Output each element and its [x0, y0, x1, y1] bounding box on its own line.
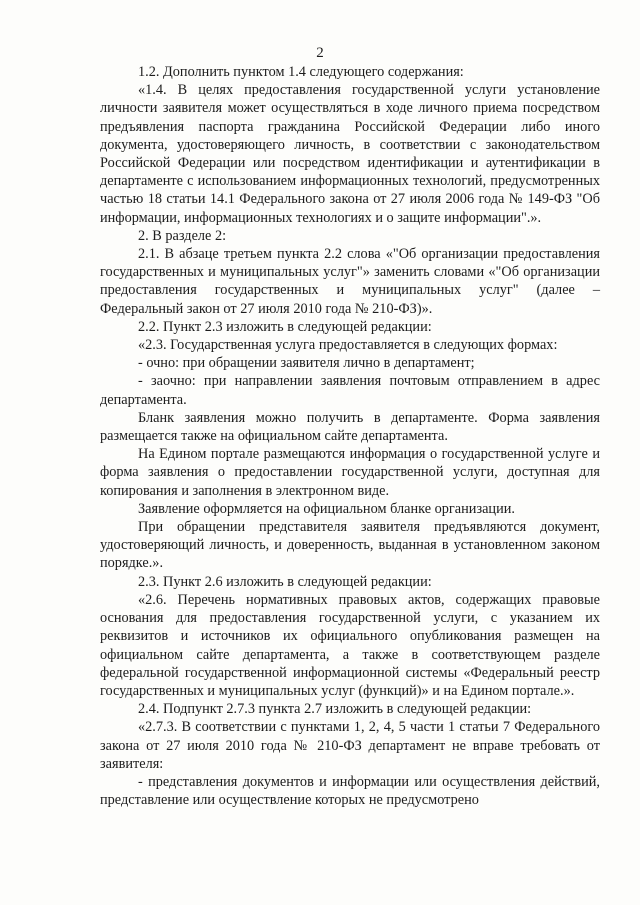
- page-number: 2: [316, 45, 324, 61]
- paragraph-2-3-text: «2.3. Государственная услуга предоставляется в следующих формах:: [138, 337, 558, 354]
- paragraph-by-mail: - заочно: при направлении заявления почтовым отправлением в адрес департамента.: [100, 373, 600, 408]
- paragraph-2-7-3-text: «2.7.3. В соответствии с пунктами 1, 2, 4, 5 части 1 статьи 7 Федерального закона от 27 июля 2010 года № 210-ФЗ департамент не вправе требовать от заявителя:: [100, 719, 600, 772]
- paragraph-form-blank: Бланк заявления можно получить в департаменте. Форма заявления размещается также на официальном сайте департамента.: [100, 409, 600, 445]
- paragraph-2-3: 2.3. Пункт 2.6 изложить в следующей редакции:: [138, 573, 432, 590]
- paragraph-representative: При обращении представителя заявителя предъявляются документ, удостоверяющий личность, и доверенность, выданная в установленном законом порядке.».: [100, 519, 600, 572]
- paragraph-documents: - представления документов и информации или осуществления действий, представление или осуществление которых не предусмотрено: [100, 773, 600, 809]
- paragraph-in-person: - очно: при обращении заявителя лично в департамент;: [138, 355, 475, 372]
- paragraph-1-2: 1.2. Дополнить пунктом 1.4 следующего содержания:: [138, 64, 464, 80]
- paragraph-2-2: 2.2. Пункт 2.3 изложить в следующей редакции:: [138, 318, 432, 335]
- paragraph-official-blank: Заявление оформляется на официальном бланке организации.: [138, 500, 515, 517]
- paragraph-2-1: 2.1. В абзаце третьем пункта 2.2 слова «"Об организации предоставления государственных и муниципальных услуг"» заменить словами «"Об организации предоставления государственных и муниципальных услуг" (далее – Федеральный закон от 27 июля 2010 года № 210-ФЗ)».: [100, 246, 600, 317]
- paragraph-2-6-text: «2.6. Перечень нормативных правовых актов, содержащих правовые основания для предоставления государственной услуги, с указанием их реквизитов и источников их официального опубликования размещен на официальном сайте департамента, а также в соответствующем разделе федеральной государственной информационной системы «Федеральный реестр государственных и муниципальных услуг (функций)» и на Едином портале.».: [100, 591, 600, 699]
- paragraph-1-4-text: «1.4. В целях предоставления государственной услуги установление личности заявителя может осуществляться в ходе личного приема посредством предъявления паспорта гражданина Российской Федерации либо иного документа, удостоверяющего личность, в соответствии с законодательством Российской Федерации или посредством идентификации и аутентификации в департаменте с использованием информационных технологий, предусмотренных частью 18 статьи 14.1 Федерального закона от 27 июля 2006 года № 149-ФЗ "Об информации, информационных технологиях и о защите информации".».: [100, 82, 600, 226]
- paragraph-unified-portal: На Едином портале размещаются информация о государственной услуге и форма заявления о предоставлении государственной услуги, доступная для копирования и заполнения в электронном виде.: [100, 446, 600, 499]
- paragraph-section-2: 2. В разделе 2:: [138, 227, 227, 244]
- document-body: [100, 63, 600, 809]
- paragraph-2-4: 2.4. Подпункт 2.7.3 пункта 2.7 изложить в следующей редакции:: [138, 701, 532, 718]
